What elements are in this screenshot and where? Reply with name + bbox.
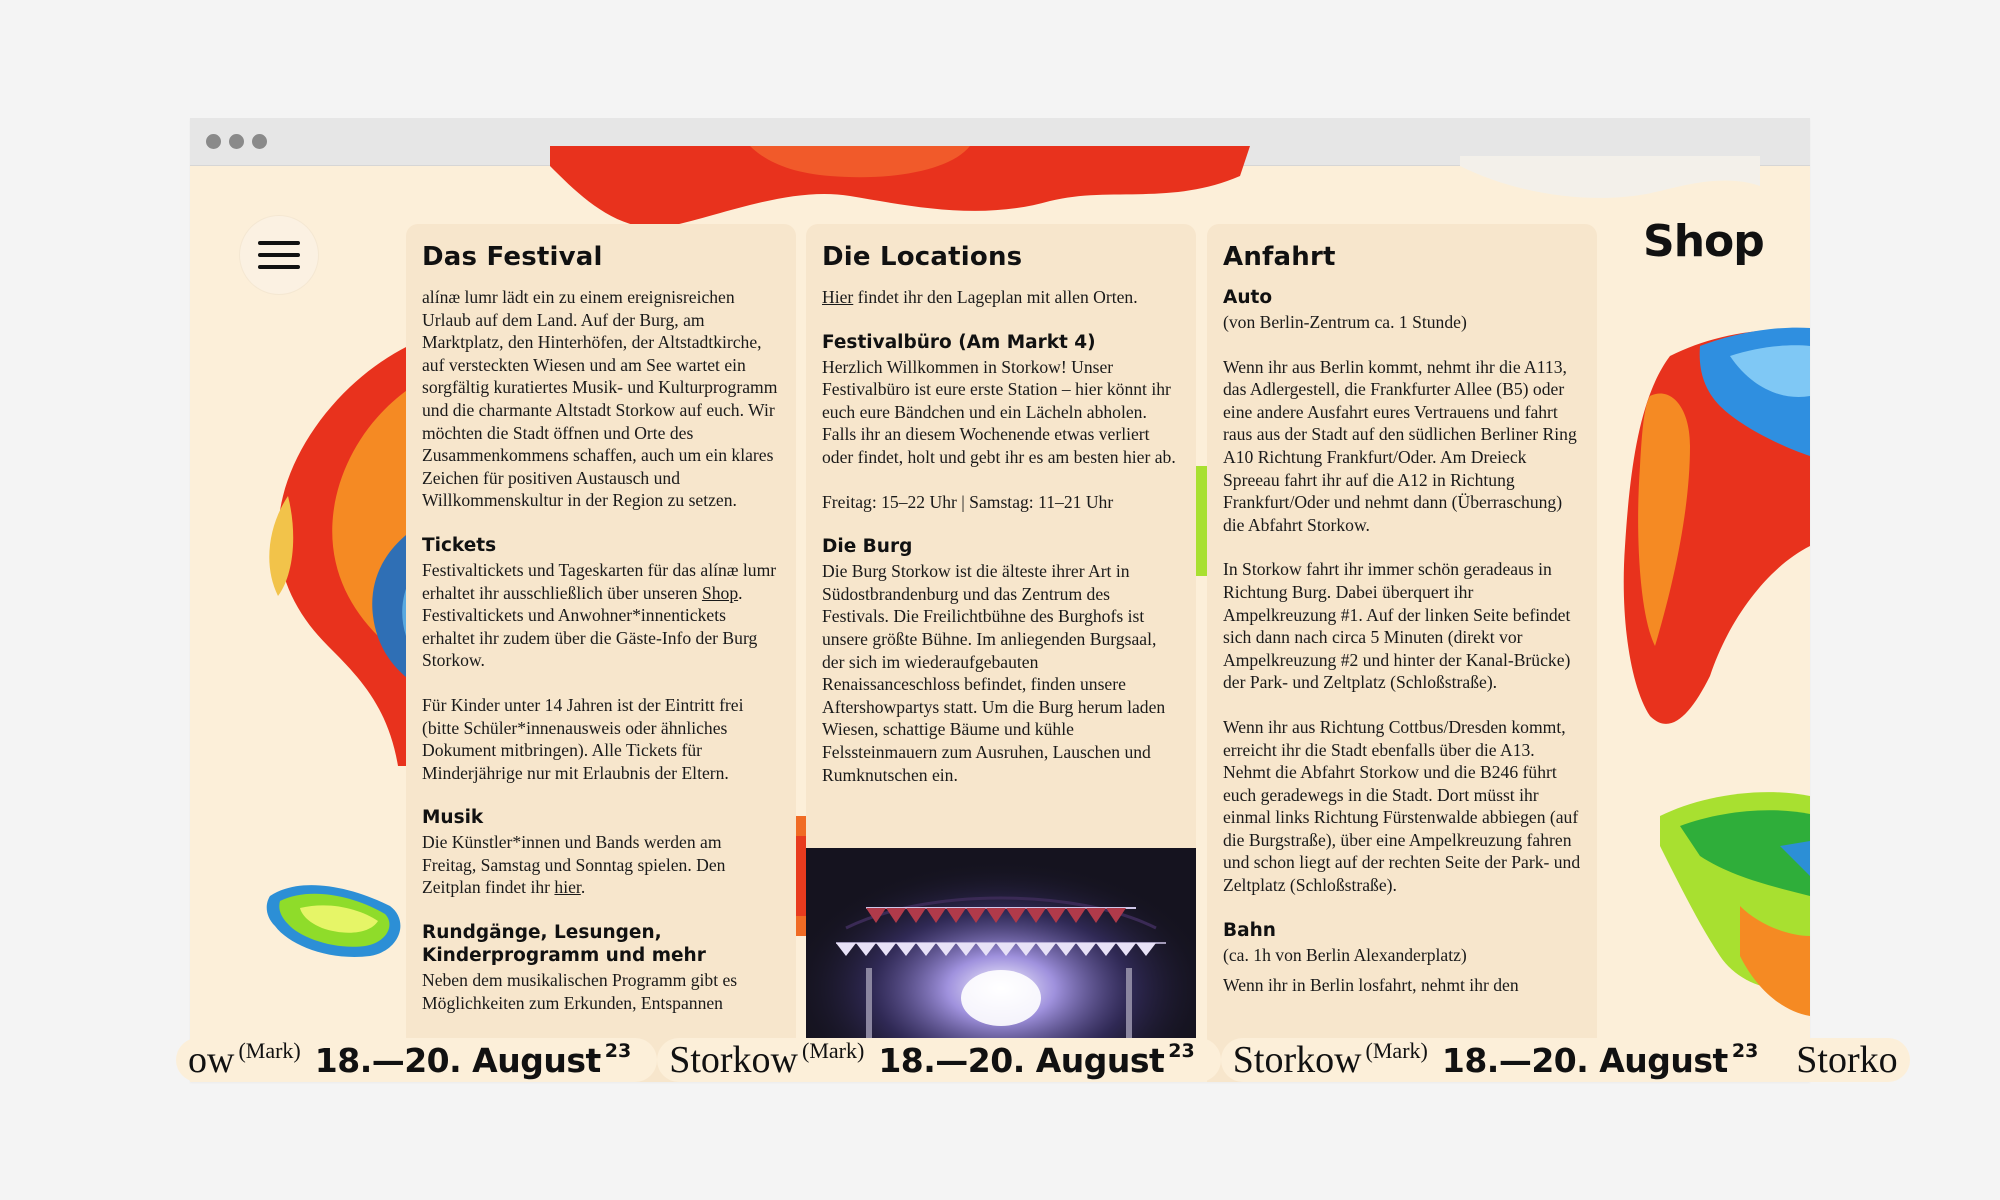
ticker-city: ow xyxy=(188,1039,235,1081)
ticker-item xyxy=(1784,1038,1909,1082)
date-ticker xyxy=(188,1038,1898,1082)
ticker-mark: (Mark) xyxy=(802,1038,865,1063)
panel-locations xyxy=(806,224,1196,1082)
tours-text: Neben dem musikalischen Programm gibt es Möglichkeiten zum Erkunden, Entspannen xyxy=(422,970,738,1013)
panel-anfahrt xyxy=(1207,224,1597,1082)
browser-window xyxy=(188,118,1898,1082)
music-heading: Musik xyxy=(422,807,484,829)
paint-blob-left-green xyxy=(260,876,410,966)
ticker-year: 23 xyxy=(604,1040,632,1062)
ticker-city: Storko xyxy=(1796,1039,1898,1081)
page-viewport xyxy=(188,166,1898,1082)
paint-blob-right-green xyxy=(1660,786,1810,1016)
hamburger-menu-icon xyxy=(258,241,300,245)
hamburger-menu-icon xyxy=(258,253,300,257)
panel-title: Die Locations xyxy=(822,242,1023,272)
ticker-year: 23 xyxy=(1731,1040,1759,1062)
window-dot-icon xyxy=(229,134,244,149)
map-text: Hier findet ihr den Lageplan mit allen Orten. xyxy=(822,287,1138,307)
paint-blob-top-red xyxy=(550,146,1250,236)
ticker-track xyxy=(176,1038,1910,1082)
paint-blob-right xyxy=(1610,316,1810,736)
ticker-item xyxy=(176,1038,657,1082)
burg-heading: Die Burg xyxy=(822,536,913,558)
bahn-text: Wenn ihr in Berlin losfahrt, nehmt ihr den xyxy=(1223,975,1519,996)
tours-heading: Rundgänge, Lesungen, Kinderprogramm und mehr xyxy=(422,922,706,967)
ticker-city: Storkow xyxy=(1232,1039,1362,1081)
auto-text-2: In Storkow fahrt ihr immer schön geradeaus in Richtung Burg. Dabei überquert ihr Ampelkreuzung #1. Auf der linken Seite befindet sich dann nach circa 5 Minuten (direkt vor Ampelkreuzung #2 und hinter der Kanal-Brücke) der Park- und Zeltplatz (Schloßstraße). xyxy=(1223,559,1571,693)
office-heading: Festivalbüro (Am Markt 4) xyxy=(822,331,1096,353)
festival-intro: alínæ lumr lädt ein zu einem ereignisreichen Urlaub auf dem Land. Auf der Burg, am Marktplatz, den Hinterhöfen, der Altstadtkirche, auf versteckten Wiesen und am See wartet ein sorgfältig kuratiertes Musik- und Kulturprogramm und die charmante Altstadt Storkow auf euch. Wir möchten die Stadt öffnen und Orte des Zusammenkommens schaffen, auch um ein klares Zeichen für positiven Austausch und Willkommenskultur in der Region zu setzen. xyxy=(422,287,778,511)
window-dot-icon xyxy=(252,134,267,149)
window-dot-icon xyxy=(206,134,221,149)
schedule-link[interactable]: hier xyxy=(554,877,581,898)
office-hours: Freitag: 15–22 Uhr | Samstag: 11–21 Uhr xyxy=(822,491,1114,512)
panel-title: Das Festival xyxy=(422,242,603,272)
burg-text: Die Burg Storkow ist die älteste ihrer Art in Südostbrandenburg und das Zentrum des Festivals. Die Freilichtbühne des Burghofs ist unsere größte Bühne. Im anliegenden Burgsaal, der sich im wiederaufgebauten Renaissanceschloss befindet, finden unsere Aftershowpartys statt. Um die Burg herum laden Wiesen, schattige Bäume und kühle Felssteinmauern zum Ausruhen, Lauschen und Rumknutschen ein. xyxy=(822,561,1166,785)
auto-sub: (von Berlin-Zentrum ca. 1 Stunde) xyxy=(1223,312,1467,332)
shop-inline-link[interactable]: Shop xyxy=(701,582,739,603)
ticker-city: Storkow xyxy=(669,1039,798,1081)
tickets-text: Festivaltickets und Tageskarten für das alínæ lumr erhaltet ihr ausschließlich über unseren Shop. Festivaltickets und Anwohner*innentickets erhaltet ihr zudem über die Gäste-Info der Burg Storkow. xyxy=(422,559,777,671)
auto-heading: Auto xyxy=(1223,287,1273,308)
hamburger-menu-button[interactable] xyxy=(240,216,318,294)
ticker-dates: 18.—20. August xyxy=(878,1041,1165,1080)
music-text: Die Künstler*innen und Bands werden am Freitag, Samstag und Sonntag spielen. Den Zeitplan findet ihr hier. xyxy=(422,832,726,898)
ticker-year: 23 xyxy=(1168,1040,1195,1062)
auto-text-3: Wenn ihr aus Richtung Cottbus/Dresden kommt, erreicht ihr die Stadt ebenfalls über die A13. Nehmt die Abfahrt Storkow und die B246 führt euch geradewegs in die Stadt. Dort müsst ihr einmal links Richtung Fürstenwalde abbiegen (auf die Burgstraße), über eine Ampelkreuzung fahren und schon liegt auf der rechten Seite der Park- und Zeltplatz (Schloßstraße). xyxy=(1223,716,1581,896)
ticker-mark: (Mark) xyxy=(1365,1038,1428,1063)
auto-text-1: Wenn ihr aus Berlin kommt, nehmt ihr die A113, das Adlergestell, die Frankfurter Allee (B5) oder eine andere Ausfahrt eures Vertrauens und fahrt raus aus der Stadt auf den südlichen Berliner Ring A10 Richtung Frankfurt/Oder. Am Dreieck Spreeau fahrt ihr auf die A12 in Richtung Frankfurt/Oder und nehmt dann (Überraschung) die Abfahrt Storkow. xyxy=(1223,356,1577,535)
ticker-item xyxy=(1221,1038,1785,1082)
office-text: Herzlich Willkommen in Storkow! Unser Festivalbüro ist eure erste Station – hier könnt ihr euch eure Bändchen und ein Lächeln abholen. Falls ihr an diesem Wochenende etwas verliert oder findet, holt und gebt ihr es am besten hier ab. xyxy=(822,356,1176,467)
paint-blob-top-white xyxy=(1460,156,1760,216)
ticker-mark: (Mark) xyxy=(238,1038,301,1063)
kids-text: Für Kinder unter 14 Jahren ist der Eintritt frei (bitte Schüler*innenausweis oder ähnliches Dokument mitbringen). Alle Tickets für Minderjährige nur mit Erlaubnis der Eltern. xyxy=(422,694,744,783)
ticker-dates: 18.—20. August xyxy=(1441,1041,1728,1080)
shop-link[interactable]: Shop xyxy=(1643,216,1764,267)
hamburger-menu-icon xyxy=(258,265,300,269)
map-link[interactable]: Hier xyxy=(822,287,854,307)
bahn-sub: (ca. 1h von Berlin Alexanderplatz) xyxy=(1223,944,1467,965)
tickets-heading: Tickets xyxy=(422,534,497,556)
panel-festival xyxy=(406,224,796,1082)
ticker-dates: 18.—20. August xyxy=(314,1041,601,1080)
paint-blob-left xyxy=(228,346,418,766)
bahn-heading: Bahn xyxy=(1223,919,1276,941)
panel-title: Anfahrt xyxy=(1223,242,1336,272)
ticker-item xyxy=(657,1038,1221,1082)
